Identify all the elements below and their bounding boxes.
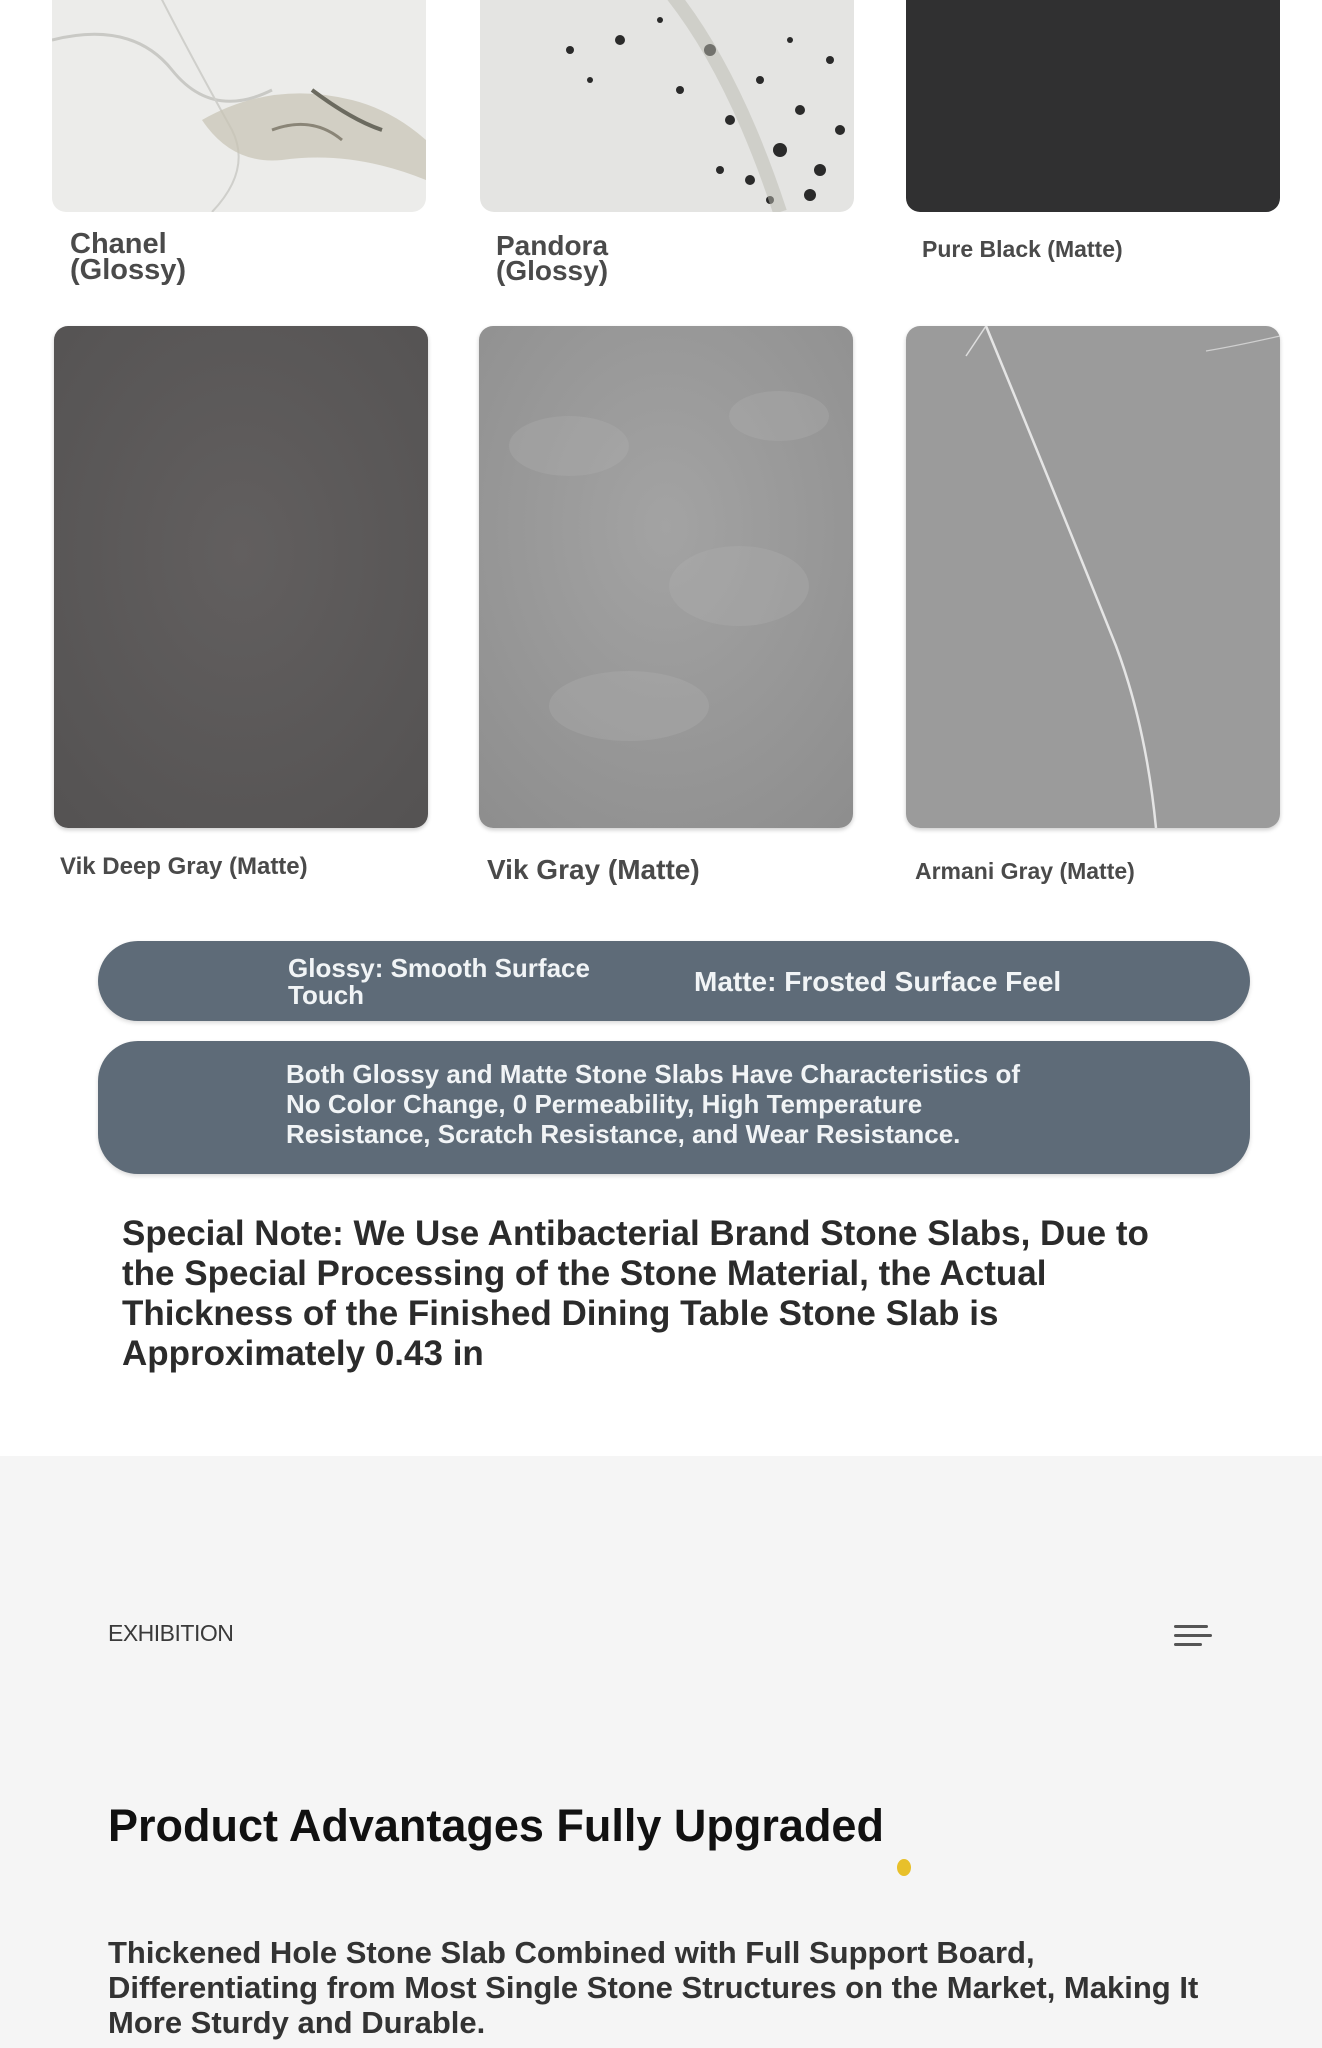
swatch-label-vik-deep-gray: Vik Deep Gray (Matte) [60,853,308,880]
hamburger-menu-icon[interactable] [1174,1622,1214,1650]
section-body: Thickened Hole Stone Slab Combined with Full Support Board, Differentiating from Most Single Stone Structures on the Market, Making It More Sturdy and Durable. [108,1935,1199,2040]
swatch-label-pure-black: Pure Black (Matte) [922,236,1123,262]
swatch-label-vik-gray: Vik Gray (Matte) [487,854,700,885]
surface-feel-bar [98,941,1250,1021]
section-title: Product Advantages Fully Upgraded [108,1800,884,1851]
characteristics-text: Both Glossy and Matte Stone Slabs Have Characteristics of No Color Change, 0 Permeability, High Temperature Resistance, Scratch Resistance, and Wear Resistance. [286,1059,1020,1149]
swatch-armani-gray-matte [906,326,1280,828]
swatch-vik-gray-matte [479,326,853,828]
characteristics-bar [98,1041,1250,1174]
glossy-feature-text: Glossy: Smooth Surface Touch [288,953,590,1010]
swatch-label-chanel: Chanel (Glossy) [70,228,187,286]
special-note: Special Note: We Use Antibacterial Brand Stone Slabs, Due to the Special Processing of the Stone Material, the Actual Thickness of the Finished Dining Table Stone Slab is Approximately 0.43 in [122,1214,1149,1373]
swatch-chanel-glossy [52,0,426,212]
section-tag: EXHIBITION [108,1620,234,1646]
swatch-label-pandora: Pandora (Glossy) [496,230,609,286]
matte-feature-text: Matte: Frosted Surface Feel [694,966,1062,997]
swatch-vik-deep-gray-matte [54,326,428,828]
swatch-pure-black-matte [906,0,1280,212]
yellow-dot-decoration [897,1859,911,1876]
swatch-pandora-glossy [480,0,854,212]
swatch-label-armani-gray: Armani Gray (Matte) [915,858,1135,884]
